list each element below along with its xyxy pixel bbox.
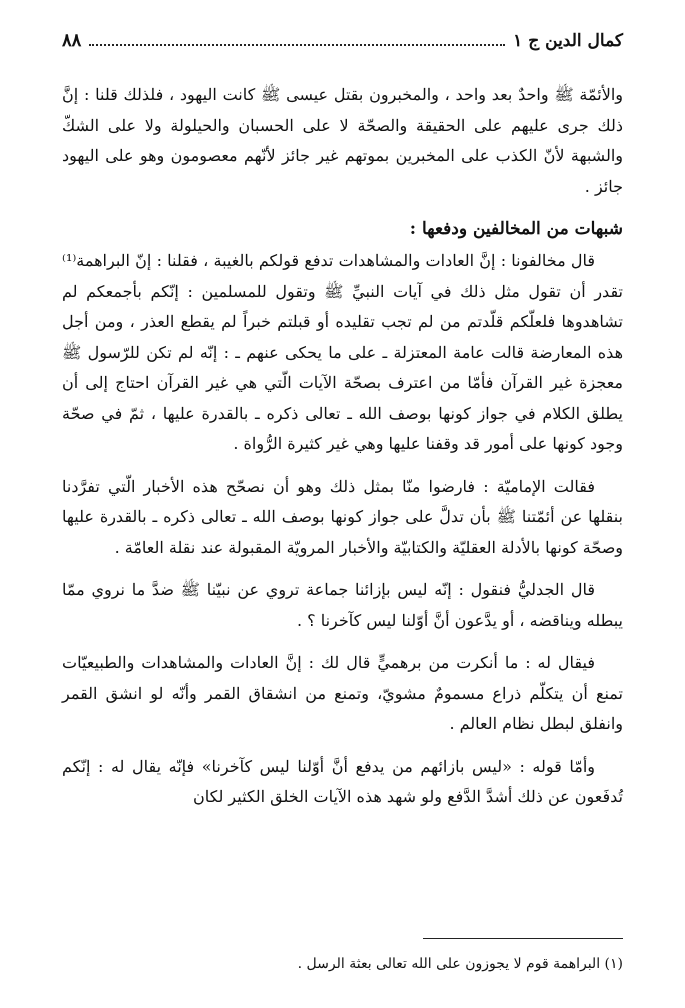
page-number: ٨٨: [62, 30, 82, 51]
paragraph-reply: فيقال له : ما أنكرت من برهميٍّ قال لك : إنَّ العادات والمشاهدات والطبيعيّات تمنع أن يتكلّم ذراع مسمومٌ مشويّ، وتمنع من انشقاق القمر وأنّه لو انشق القمر وانفلق لبطل نظام العالم .: [62, 653, 623, 733]
main-text: [62, 80, 623, 813]
running-header: [62, 30, 623, 56]
footnote-separator: [423, 938, 623, 939]
paragraph-final: وأمّا قوله : «ليس بازائهم من يدفع أنَّ أوّلنا ليس كآخرنا» فإنّه يقال له : إنّكم تُدفَعون عن ذلك أشدَّ الدَّفع ولو شهد هذه الآيات الخلق الكثير لكان: [62, 756, 623, 806]
paragraph-jadali: قال الجدليُّ فنقول : إنّه ليس بإزائنا جماعة تروي عن نبيّنا ﷺ ضدَّ ما نروي ممّا يبطله ويناقضه ، أو يدَّعون أنَّ أوّلنا ليس كآخرنا ؟ .: [62, 580, 623, 630]
section-heading: شبهات من المخالفين ودفعها :: [409, 219, 623, 239]
footnote: (١) البراهمة قوم لا يجوزون على الله تعالى بعثة الرسل .: [297, 956, 623, 972]
book-title: كمال الدين ج ١: [513, 31, 623, 51]
paragraph-opponents: قال مخالفونا : إنَّ العادات والمشاهدات تدفع قولكم بالغيبة ، فقلنا : إنّ البراهمة⁽¹⁾ تقدر أن تقول مثل ذلك في آيات النبيِّ ﷺ وتقول للمسلمين : إنّكم بأجمعكم لم تشاهدوها فلعلّكم قلّدتم من لم تجب تقليده أو قبلتم خبراً لم يقطع العذر ، ومن أجل هذه المعارضة قالت عامة المعتزلة ـ على ما يحكى عنهم ـ : إنّه لم تكن للرّسول ﷺ معجزة غير القرآن فأمّا من اعترف بصحّة الآيات الّتي هي غير القرآن احتاج إلى أن يطلق الكلام في جواز كونها بوصف الله ـ تعالى ذكره ـ بالقدرة عليها ، ثمّ في صحّة وجود كونها على أمور قد وقفنا عليها وهي غير كثيرة الرُّواة .: [62, 251, 623, 453]
header-leader-dots: [89, 32, 505, 46]
paragraph-imamiyya: فقالت الإماميّة : فارضوا منّا بمثل ذلك وهو أن نصحّح هذه الأخبار الّتي تفرَّدنا بنقلها عن أئمّتنا ﷺ بأن تدلَّ على جواز كونها بوصف الله ـ تعالى ذكره ـ بالقدرة عليها وصحّة كونها بالأدلة العقليّة والكتابيّة والأخبار المرويّة المقبولة عند نقلة العامّة .: [62, 476, 623, 557]
paragraph-continuation: والأئمّة ﷺ واحدٌ بعد واحد ، والمخبرون بقتل عيسى ﷺ كانت اليهود ، فلذلك قلنا : إنَّ ذلك جرى عليهم على الحقيقة والصحّة لا على الحسبان والحيلولة ولا على الشكّ والشبهة لأنّ الكذب على المخبرين بموتهم غير جائز لأنّهم معصومون وهو على اليهود جائز .: [62, 85, 623, 196]
